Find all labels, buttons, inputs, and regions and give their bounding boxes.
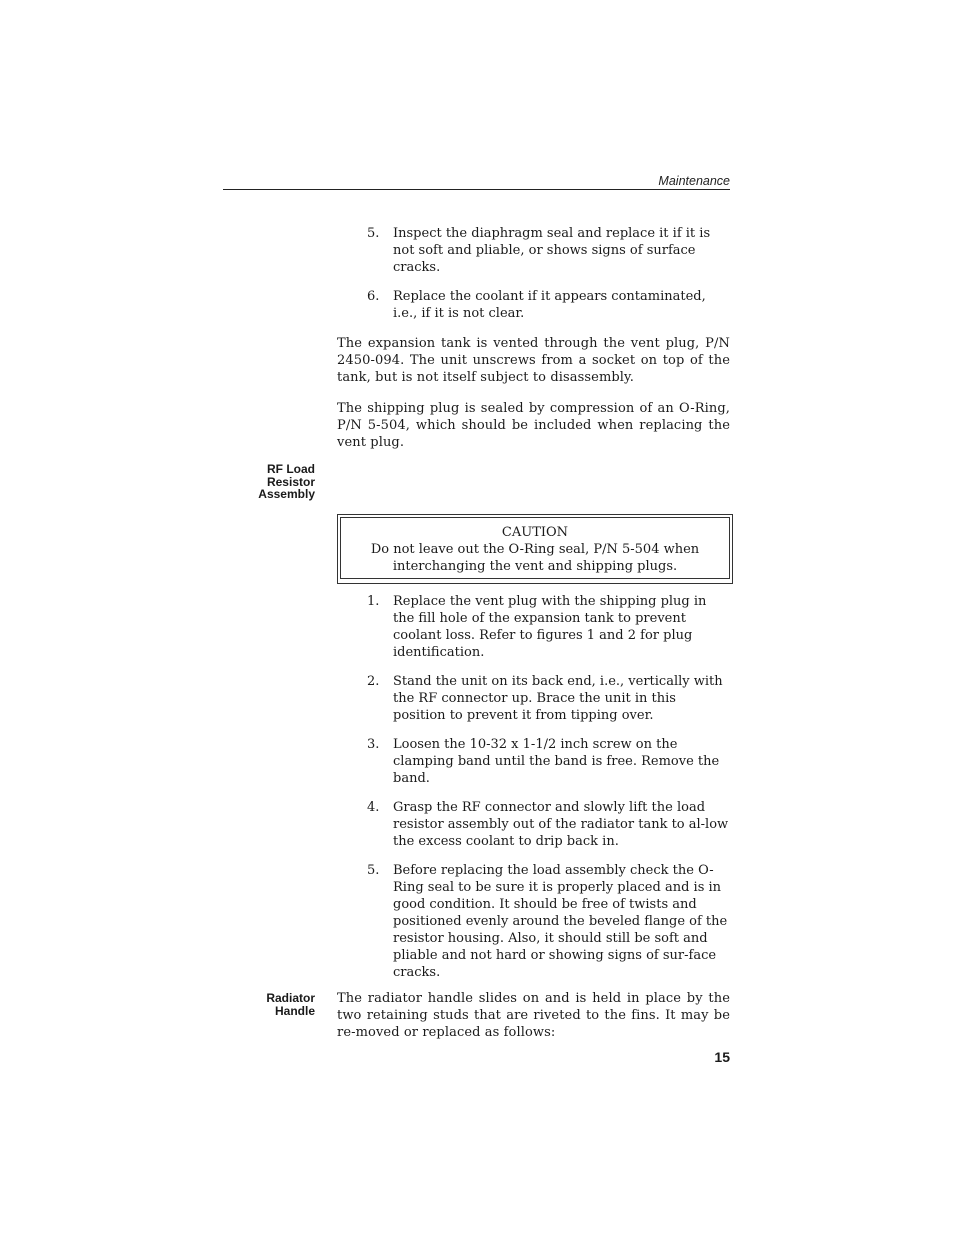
list-item-number: 5. [367, 226, 380, 241]
list-item-text: Inspect the diaphragm seal and replace it if it is not soft and pliable, or shows signs of surface cracks. [393, 226, 711, 275]
list-item-number: 4. [367, 800, 380, 815]
page-number: 15 [714, 1049, 730, 1065]
paragraph-shipping-plug: The shipping plug is sealed by compression of an O-Ring, P/N 5-504, which should be included when replacing the vent plug. [337, 401, 730, 450]
header-section-title: Maintenance [658, 174, 730, 188]
paragraph-vent-plug: The expansion tank is vented through the vent plug, P/N 2450-094. The unit unscrews from a socket on top of the tank, but is not itself subject to disassembly. [337, 336, 730, 385]
side-heading-line: Handle [274, 1003, 315, 1018]
side-heading-line: RF Load [267, 462, 315, 476]
list-item-text: Before replacing the load assembly check the O-Ring seal to be sure it is properly placed and is in good condition. It should be free of twists and positioned evenly around the beveled flange of the resistor housing. Also, it should still be soft and pliable and not hard or showing signs of sur-face cracks. [393, 863, 728, 980]
caution-line: Do not leave out the O-Ring seal, P/N 5-504 when [370, 542, 700, 557]
list-item-number: 1. [367, 594, 380, 609]
list-item-text: Replace the coolant if it appears contaminated, i.e., if it is not clear. [393, 289, 706, 321]
side-heading-line: Radiator [266, 991, 315, 1005]
list-item-text: Replace the vent plug with the shipping plug in the fill hole of the expansion tank to prevent coolant loss. Refer to figures 1 and 2 for plug identification. [393, 594, 707, 660]
list-item-number: 2. [367, 674, 380, 689]
side-heading-radiator [223, 992, 315, 1017]
list-item-number: 5. [367, 863, 380, 878]
side-heading-line: Resistor [266, 474, 315, 489]
side-heading-line: Assembly [258, 487, 315, 501]
caution-inner [340, 517, 730, 579]
list-item-text: Grasp the RF connector and slowly lift the load resistor assembly out of the radiator tank to al-low the excess coolant to drip back in. [393, 800, 729, 849]
paragraph-radiator-handle: The radiator handle slides on and is held in place by the two retaining studs that are riveted to the fins. It may be re-moved or replaced as follows: [337, 991, 730, 1040]
list-item-text: Loosen the 10-32 x 1-1/2 inch screw on the clamping band until the band is free. Remove the band. [393, 737, 720, 786]
caution-box [337, 514, 733, 584]
list-item-number: 3. [367, 737, 380, 752]
caution-title: CAUTION [501, 525, 569, 540]
list-item-text: Stand the unit on its back end, i.e., vertically with the RF connector up. Brace the unit in this position to prevent it from tipping over. [393, 674, 723, 723]
header-rule [223, 189, 730, 190]
caution-line: interchanging the vent and shipping plugs. [392, 559, 678, 574]
side-heading-rf-load [223, 463, 315, 501]
list-item-number: 6. [367, 289, 380, 304]
